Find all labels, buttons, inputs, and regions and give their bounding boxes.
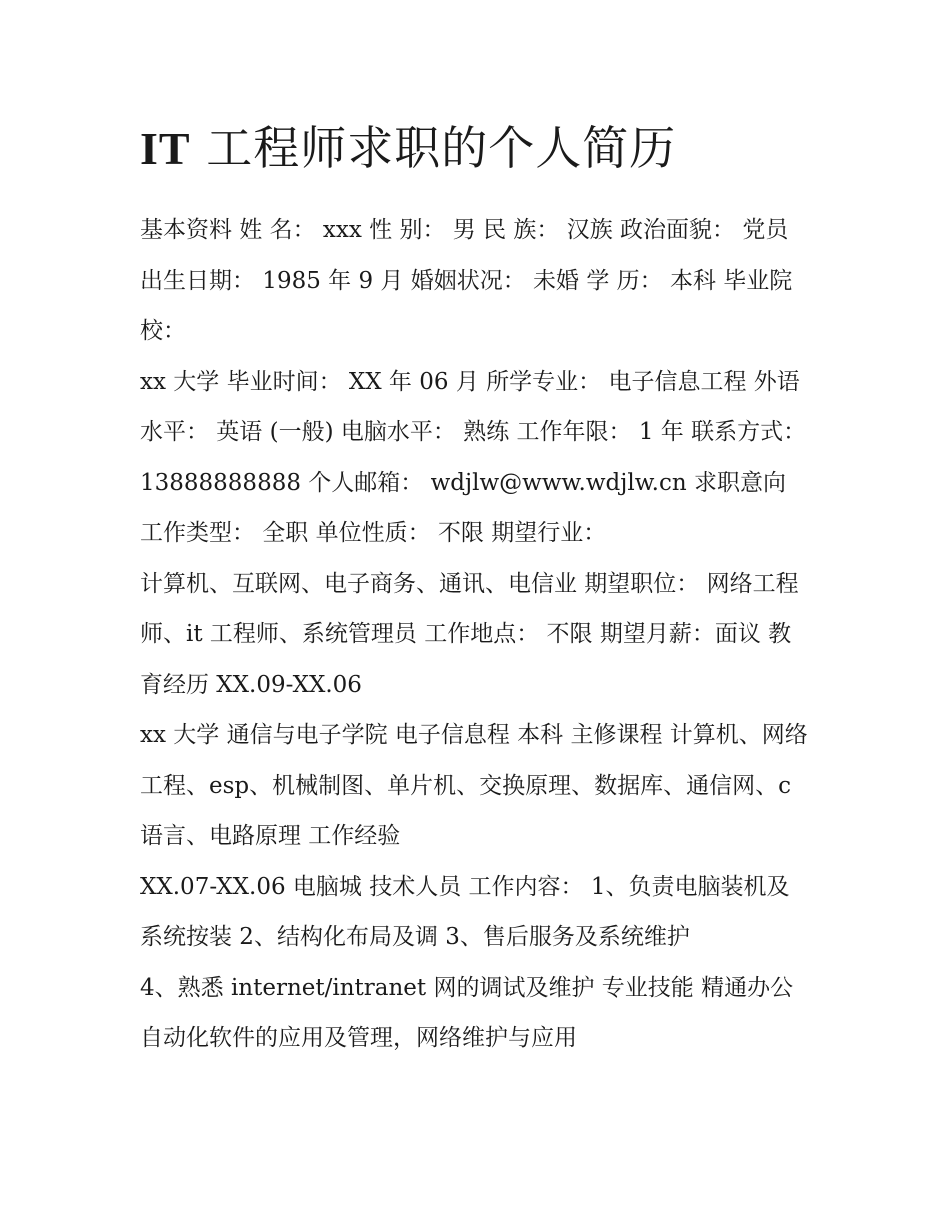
paragraph-work-experience: XX.07-XX.06 电脑城 技术人员 工作内容： 1、负责电脑装机及系统按装 2、结构化布局及调 3、售后服务及系统维护 (140, 873, 790, 950)
paragraph-contact-intent: 13888888888 个人邮箱： wdjlw@www.wdjlw.cn 求职意向 工作类型： 全职 单位性质： 不限 期望行业： (140, 469, 786, 546)
paragraph-education-summary: xx 大学 毕业时间： XX 年 06 月 所学专业： 电子信息工程 外语水平： 英语 (一般) 电脑水平： 熟练 工作年限： 1 年 联系方式： (140, 368, 807, 445)
resume-document (140, 112, 812, 1064)
paragraph-skills: 4、熟悉 internet/intranet 网的调试及维护 专业技能 精通办公自动化软件的应用及管理，网络维护与应用 (140, 974, 794, 1051)
title-latin: IT (140, 123, 191, 174)
paragraph-basic-info: 基本资料 姓 名： xxx 性 别： 男 民 族： 汉族 政治面貌： 党员 出生日期： 1985 年 9 月 婚姻状况： 未婚 学 历： 本科 毕业院校： (140, 217, 793, 344)
page-title (140, 112, 812, 185)
title-rest: 工程师求职的个人简历 (190, 121, 677, 175)
paragraph-desired-position: 计算机、互联网、电子商务、通讯、电信业 期望职位： 网络工程师、it 工程师、系统管理员 工作地点： 不限 期望月薪：面议 教育经历 XX.09-XX.06 (140, 570, 799, 698)
paragraph-education-detail: xx 大学 通信与电子学院 电子信息程 本科 主修课程 计算机、网络工程、esp、机械制图、单片机、交换原理、数据库、通信网、c 语言、电路原理 工作经验 (140, 722, 808, 849)
